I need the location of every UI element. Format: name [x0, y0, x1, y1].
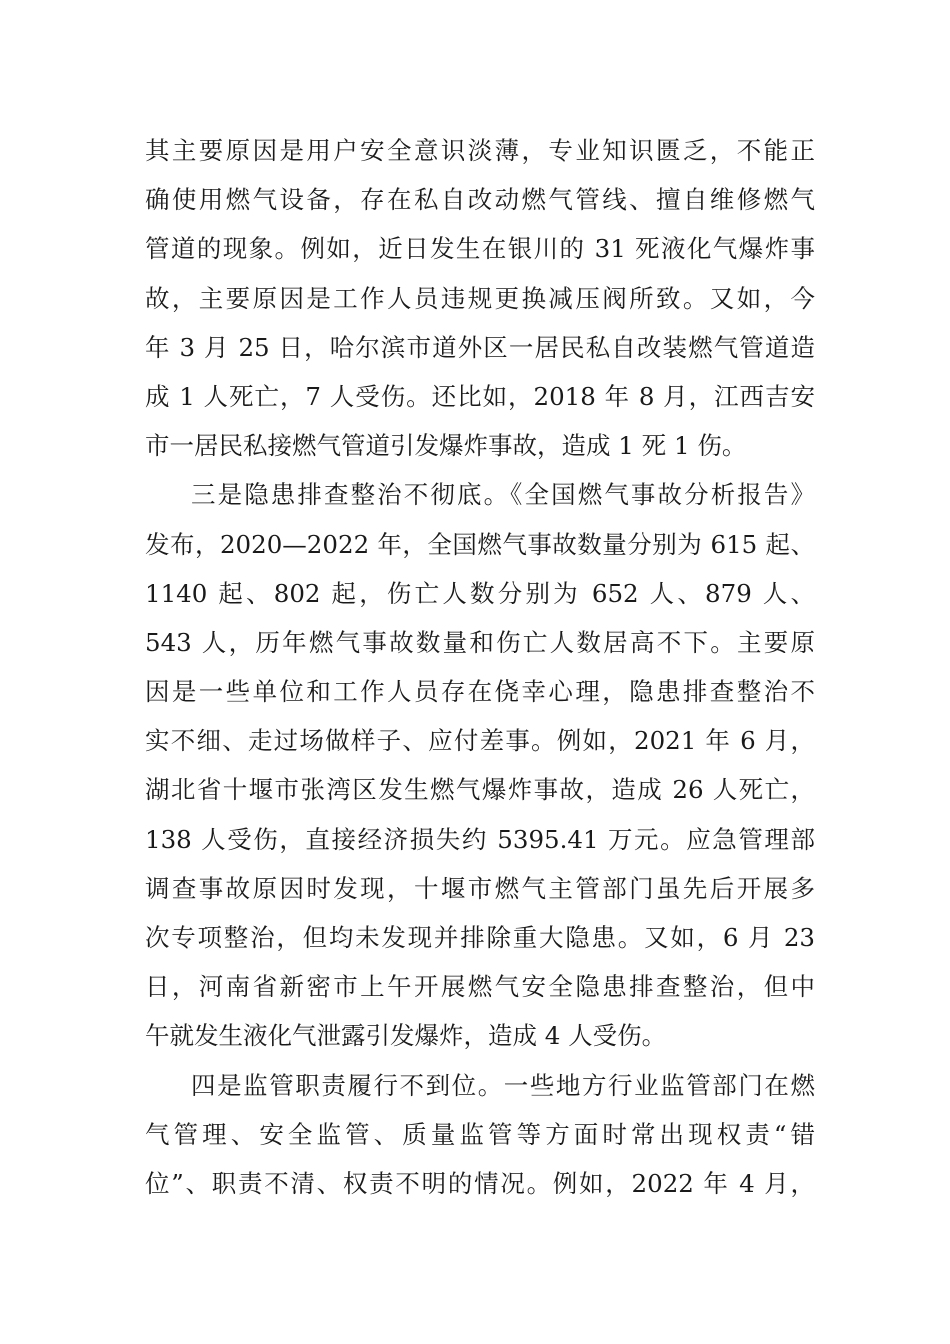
text-line: 543 人，历年燃气事故数量和伤亡人数居高不下。主要原 [145, 627, 815, 657]
text-line: 成 1 人死亡，7 人受伤。还比如，2018 年 8 月，江西吉安 [145, 381, 815, 411]
text-line: 位”、职责不清、权责不明的情况。例如，2022 年 4 月， [145, 1168, 815, 1198]
text-line: 年 3 月 25 日，哈尔滨市道外区一居民私自改装燃气管道造 [145, 332, 815, 362]
paragraph-start-line: 三是隐患排查整治不彻底。《全国燃气事故分析报告》 [191, 480, 815, 510]
paragraph-start-line: 四是监管职责履行不到位。一些地方行业监管部门在燃 [191, 1070, 815, 1100]
text-line: 其主要原因是用户安全意识淡薄，专业知识匮乏，不能正 [145, 136, 815, 165]
text-line: 气管理、安全监管、质量监管等方面时常出现权责“错 [145, 1119, 815, 1149]
text-line: 发布，2020—2022 年，全国燃气事故数量分别为 615 起、 [145, 529, 815, 559]
text-line: 故，主要原因是工作人员违规更换减压阀所致。又如，今 [145, 283, 815, 313]
text-line: 湖北省十堰市张湾区发生燃气爆炸事故，造成 26 人死亡， [145, 775, 815, 805]
text-line: 实不细、走过场做样子、应付差事。例如，2021 年 6 月， [145, 726, 815, 756]
text-line: 1140 起、802 起，伤亡人数分别为 652 人、879 人、 [145, 578, 815, 608]
text-line: 确使用燃气设备，存在私自改动燃气管线、擅自维修燃气 [145, 185, 815, 215]
text-line: 日，河南省新密市上午开展燃气安全隐患排查整治，但中 [145, 972, 815, 1002]
text-line: 管道的现象。例如，近日发生在银川的 31 死液化气爆炸事 [145, 234, 815, 264]
text-line: 138 人受伤，直接经济损失约 5395.41 万元。应急管理部 [145, 824, 815, 854]
paragraph-end-line: 市一居民私接燃气管道引发爆炸事故，造成 1 死 1 伤。 [145, 431, 747, 461]
text-line: 调查事故原因时发现，十堰市燃气主管部门虽先后开展多 [145, 873, 815, 903]
body-text [145, 126, 815, 1208]
paragraph-end-line: 午就发生液化气泄露引发爆炸，造成 4 人受伤。 [145, 1021, 667, 1051]
text-line: 次专项整治，但均未发现并排除重大隐患。又如，6 月 23 [145, 923, 815, 952]
text-line: 因是一些单位和工作人员存在侥幸心理，隐患排查整治不 [145, 677, 815, 707]
